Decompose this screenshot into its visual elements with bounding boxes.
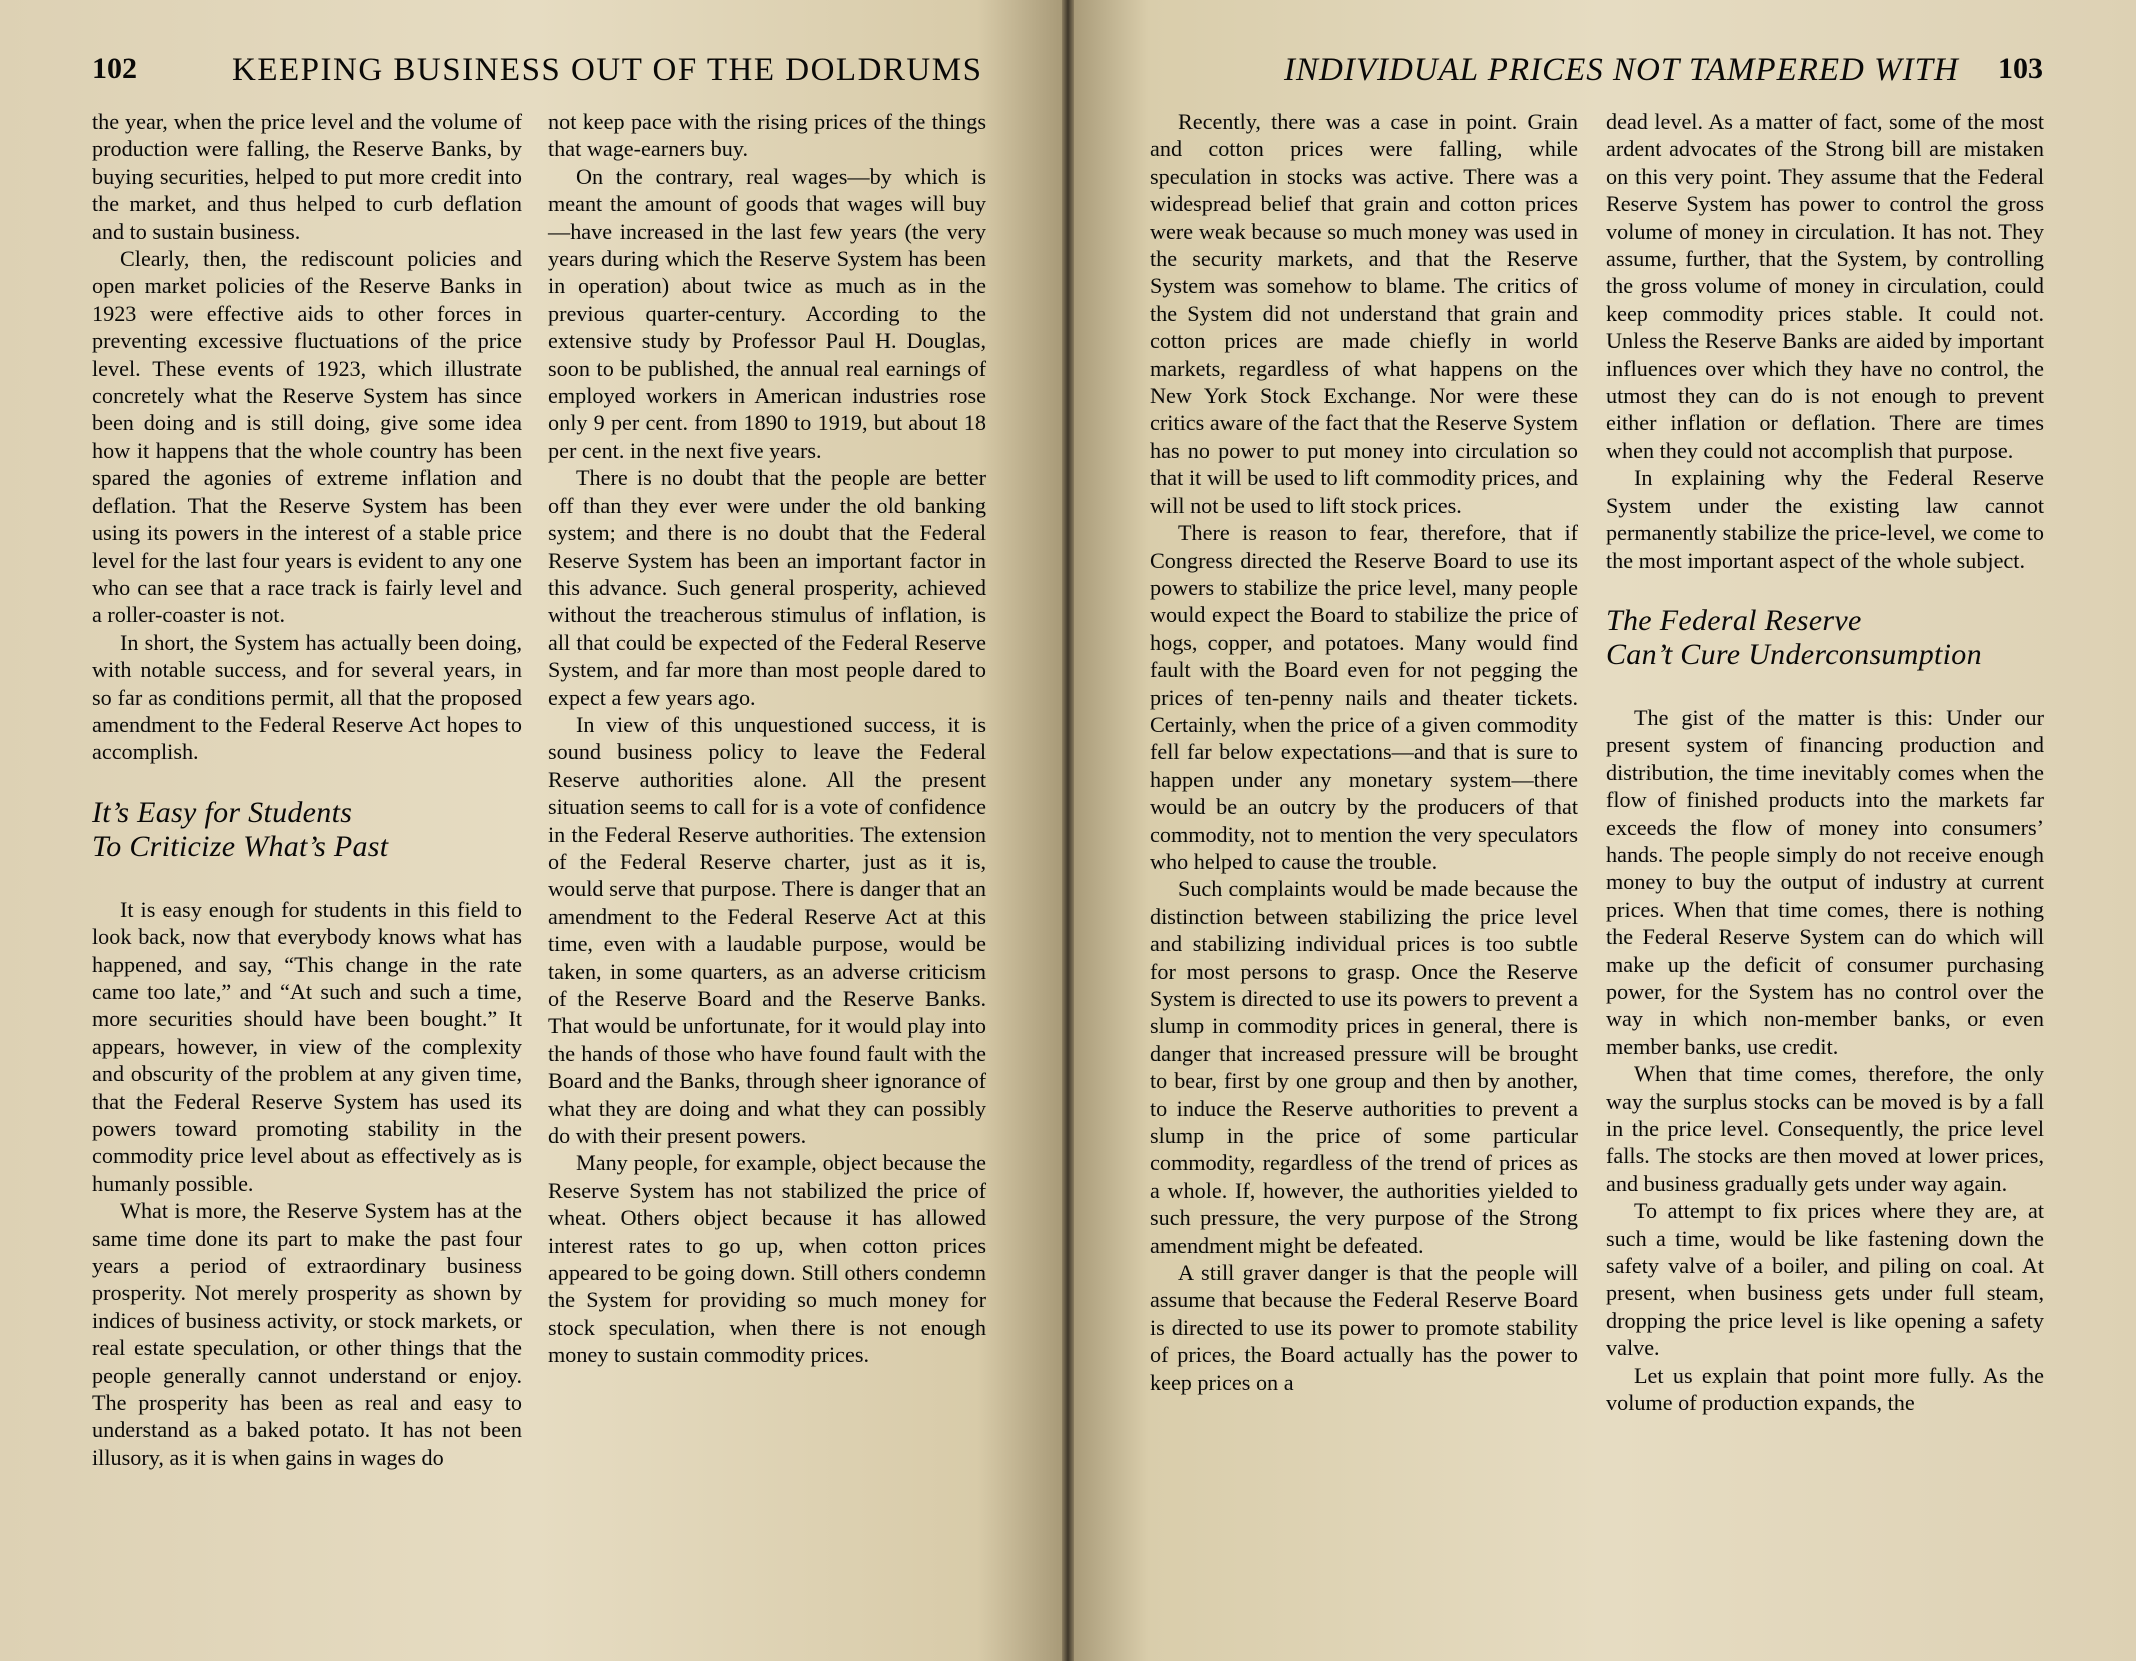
paragraph: To attempt to fix prices where they are, at such a time, would be like fastening down the safety valve of a boiler, and piling on coal. At present, when business gets under full steam, dropping the price level is like opening a safety valve. [1606,1198,2044,1361]
paragraph: There is reason to fear, therefore, that if Congress directed the Reserve Board to use its powers to stabilize the price level, many people would expect the Board to stabilize the price of hogs, copper, and potatoes. Many would find fault with the Board even for not pegging the prices of ten-penny nails and theater tickets. Certainly, when the price of a given commodity fell far below expectations—and that is sure to happen under any monetary system—there would be an outcry by the producers of that commodity, not to mention the very speculators who helped to cause the trouble. [1150,520,1578,874]
paragraph: Clearly, then, the rediscount policies and open market policies of the Reserve Banks in 1923 were effective aids to other forces in preventing excessive fluctuations of the price level. These events of 1923, which illustrate concretely what the Reserve System has since been doing and is still doing, give some idea how it happens that the whole country has been spared the agonies of extreme inflation and deflation. That the Reserve System has been using its powers in the interest of a stable price level for the last four years is evident to any one who can see that a race track is fairly level and a roller-coaster is not. [92,246,522,628]
subheading-line: To Criticize What’s Past [92,829,389,863]
running-head: INDIVIDUAL PRICES NOT TAMPERED WITH [1284,52,1959,88]
paragraph: In short, the System has actually been doing, with notable success, and for several years, in so far as conditions permit, all that the proposed amendment to the Federal Reserve Act hopes to accomplish. [92,629,522,765]
page-number: 103 [1998,52,2043,85]
subheading-line: The Federal Reserve [1606,603,1862,637]
left-page [0,0,1062,1661]
section-subheading [1606,604,2044,672]
left-page-column-2 [548,108,986,1369]
right-page-column-1 [1150,108,1578,1396]
section-subheading [92,796,522,864]
paragraph: What is more, the Reserve System has at the same time done its part to make the past four years a period of extraordinary business prosperity. Not merely prosperity as shown by indices of business activity, or stock markets, or real estate speculation, or other things that the people generally cannot understand or enjoy. The prosperity has been as real and easy to understand as a baked potato. It has not been illusory, as it is when gains in wages do [92,1198,522,1470]
paragraph: Many people, for example, object because the Reserve System has not stabilized the price of wheat. Others object because it has allowed interest rates to go up, when cotton prices appeared to be going down. Still others condemn the System for providing so much money for stock speculation, when there is not enough money to sustain commodity prices. [548,1150,986,1368]
paragraph: When that time comes, therefore, the only way the surplus stocks can be moved is by a fall in the price level. Consequently, the price level falls. The stocks are then moved at lower prices, and business gradually gets under way again. [1606,1061,2044,1196]
subheading-line: Can’t Cure Underconsumption [1606,637,1982,671]
paragraph: the year, when the price level and the volume of production were falling, the Reserve Banks, by buying securities, helped to put more credit into the market, and thus helped to curb deflation and to sustain business. [92,109,522,244]
paragraph: There is no doubt that the people are better off than they ever were under the old banking system; and there is no doubt that the Federal Reserve System has been an important factor in this advance. Such general prosperity, achieved without the treacherous stimulus of inflation, is all that could be expected of the Federal Reserve System, and far more than most people dared to expect a few years ago. [548,465,986,710]
book-gutter [1062,0,1074,1661]
paragraph: Let us explain that point more fully. As the volume of production expands, the [1606,1362,2044,1416]
paragraph: not keep pace with the rising prices of the things that wage-earners buy. [548,109,986,162]
paragraph: On the contrary, real wages—by which is meant the amount of goods that wages will buy—have increased in the last few years (the very years during which the Reserve System has been in operation) about twice as much as in the previous quarter-century. According to the extensive study by Professor Paul H. Douglas, soon to be published, the annual real earnings of employed workers in American industries rose only 9 per cent. from 1890 to 1919, but about 18 per cent. in the next five years. [548,163,986,463]
paragraph: In view of this unquestioned success, it is sound business policy to leave the Federal Reserve authorities alone. All the present situation seems to call for is a vote of confidence in the Federal Reserve authorities. The extension of the Federal Reserve charter, just as it is, would serve that purpose. There is danger that an amendment to the Federal Reserve Act at this time, even with a laudable purpose, would be taken, in some quarters, as an adverse criticism of the Reserve Board and the Reserve Banks. That would be unfortunate, for it would play into the hands of those who have found fault with the Board and the Banks, through sheer ignorance of what they are doing and what they can possibly do with their present powers. [548,711,986,1149]
paragraph: Recently, there was a case in point. Grain and cotton prices were falling, while speculation in stocks was active. There was a widespread belief that grain and cotton prices were weak because so much money was used in the security markets, and that the Reserve System was somehow to blame. The critics of the System did not understand that grain and cotton prices are made chiefly in world markets, regardless of what happens on the New York Stock Exchange. Nor were these critics aware of the fact that the Reserve System has no power to put money into circulation so that it will be used to lift commodity prices, and will not be used to lift stock prices. [1150,109,1578,518]
paragraph: Such complaints would be made because the distinction between stabilizing the price level and stabilizing individual prices is too subtle for most persons to grasp. Once the Reserve System is directed to use its powers to prevent a slump in commodity prices in general, there is danger that increased pressure will be brought to bear, first by one group and then by another, to induce the Reserve authorities to prevent a slump in the price of some particular commodity, regardless of the trend of prices as a whole. If, however, the authorities yielded to such pressure, the very purpose of the Strong amendment might be defeated. [1150,876,1578,1258]
left-page-column-1 [92,108,522,1471]
right-page [1074,0,2136,1661]
paragraph: A still graver danger is that the people will assume that because the Federal Reserve Board is directed to use its power to promote stability of prices, the Board actually has the power to keep prices on a [1150,1260,1578,1395]
paragraph: In explaining why the Federal Reserve System under the existing law cannot permanently stabilize the price-level, we come to the most important aspect of the whole subject. [1606,465,2044,573]
running-head: KEEPING BUSINESS OUT OF THE DOLDRUMS [232,52,983,88]
page-number: 102 [92,52,137,85]
right-page-column-2 [1606,108,2044,1416]
paragraph: It is easy enough for students in this field to look back, now that everybody knows what has happened, and say, “This change in the rate came too late,” and “At such and such a time, more securities should have been bought.” It appears, however, in view of the complexity and obscurity of the problem at any given time, that the Federal Reserve System has used its powers toward promoting stability in the commodity price level about as effectively as is humanly possible. [92,896,522,1196]
paragraph: The gist of the matter is this: Under our present system of financing production and distribution, the time inevitably comes when the flow of finished products into the markets far exceeds the flow of money into consumers’ hands. The people simply do not receive enough money to buy the output of industry at current prices. When that time comes, there is nothing the Federal Reserve System can do which will make up the deficit of consumer purchasing power, for the System has no control over the way in which non-member banks, or even member banks, use credit. [1606,704,2044,1059]
paragraph: dead level. As a matter of fact, some of the most ardent advocates of the Strong bill are mistaken on this very point. They assume that the Federal Reserve System has power to control the gross volume of money in circulation. It has not. They assume, further, that the System, by controlling the gross volume of money in circulation, could keep commodity prices stable. It could not. Unless the Reserve Banks are aided by important influences over which they have no control, the utmost they can do is not enough to prevent either inflation or deflation. There are times when they could not accomplish that purpose. [1606,109,2044,463]
subheading-line: It’s Easy for Students [92,795,353,829]
